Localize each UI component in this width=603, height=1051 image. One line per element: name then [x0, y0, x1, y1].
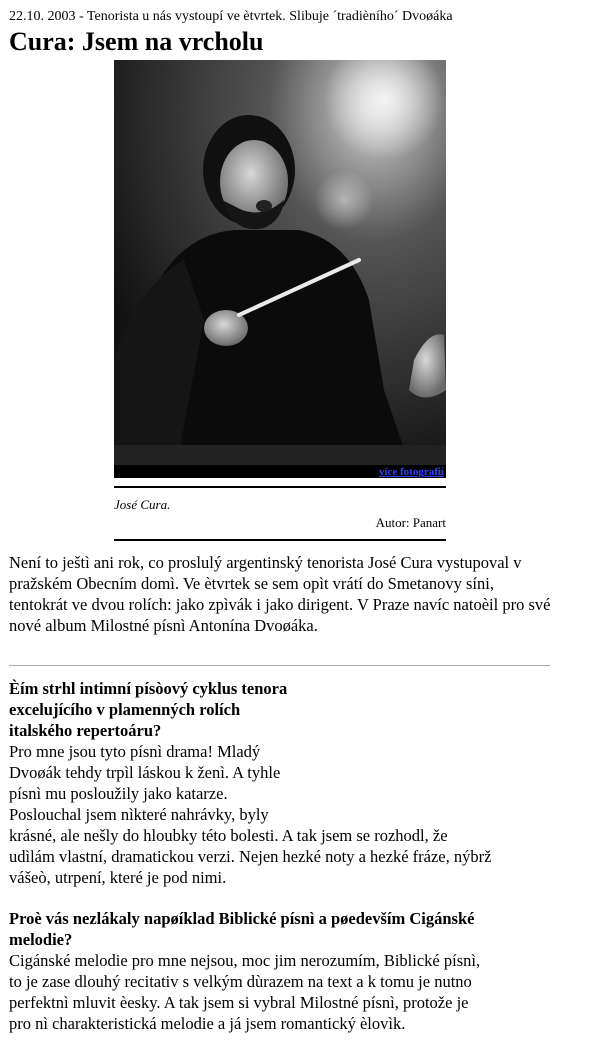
answer-1	[9, 741, 491, 888]
answer-line: perfektnì mluvit èesky. A tak jsem si vybral Milostné písnì, protože je	[9, 993, 469, 1012]
answer-line: Cigánské melodie pro mne nejsou, moc jim nerozumím, Biblické písnì,	[9, 951, 481, 970]
question-line: melodie?	[9, 930, 73, 949]
section-divider	[9, 665, 550, 666]
answer-line: vášeò, utrpení, které je pod nimi.	[9, 868, 227, 887]
question-2	[9, 908, 474, 950]
article-photo[interactable]	[114, 60, 446, 478]
answer-line: to je zase dlouhý recitativ s velkým dùrazem na text a k tomu je nutno	[9, 972, 472, 991]
answer-line: krásné, ale nešly do hloubky této bolesti. A tak jsem se rozhodl, že	[9, 826, 448, 845]
answer-line: Poslouchal jsem nìkteré nahrávky, byly	[9, 805, 269, 824]
caption-bottom-rule	[114, 539, 446, 541]
photo-credit: Autor: Panart	[375, 515, 446, 530]
answer-line: udìlám vlastní, dramatickou verzi. Nejen hezké noty a hezké fráze, nýbrž	[9, 847, 492, 866]
article-dateline: 22.10. 2003 - Tenorista u nás vystoupí ve ètvrtek. Slibuje ´tradièního´ Dvoøáka	[9, 9, 453, 24]
question-line: excelujícího v plamenných rolích	[9, 700, 241, 719]
answer-2	[9, 950, 480, 1034]
question-1	[9, 678, 287, 741]
article-lead: Není to ještì ani rok, co proslulý argentinský tenorista José Cura vystupoval v pražském Obecním domì. Ve ètvrtek se sem opìt vrátí do Smetanovy síni, tentokrát ve dvou rolích: jako zpìvák i jako dirigent. V Praze navíc natoèil pro své nové album Milostné písnì Antonína Dvoøáka.	[9, 553, 551, 635]
answer-line: pro nì charakteristická melodie a já jsem romantický èlovìk.	[9, 1014, 406, 1033]
photo-caption: José Cura.	[114, 497, 171, 512]
question-line: Proè vás nezlákaly napøíklad Biblické písnì a pøedevším Cigánské	[9, 909, 475, 928]
question-line: Èím strhl intimní písòový cyklus tenora	[9, 679, 288, 698]
caption-top-rule	[114, 486, 446, 488]
conductor-photo-image	[114, 60, 446, 478]
answer-line: Dvoøák tehdy trpìl láskou k ženì. A tyhle	[9, 763, 281, 782]
question-line: italského repertoáru?	[9, 721, 162, 740]
answer-line: písnì mu posloužily jako katarze.	[9, 784, 228, 803]
answer-line: Pro mne jsou tyto písnì drama! Mladý	[9, 742, 261, 761]
article-title: Cura: Jsem na vrcholu	[9, 27, 264, 56]
more-photos-link[interactable]: více fotografií	[378, 466, 444, 478]
